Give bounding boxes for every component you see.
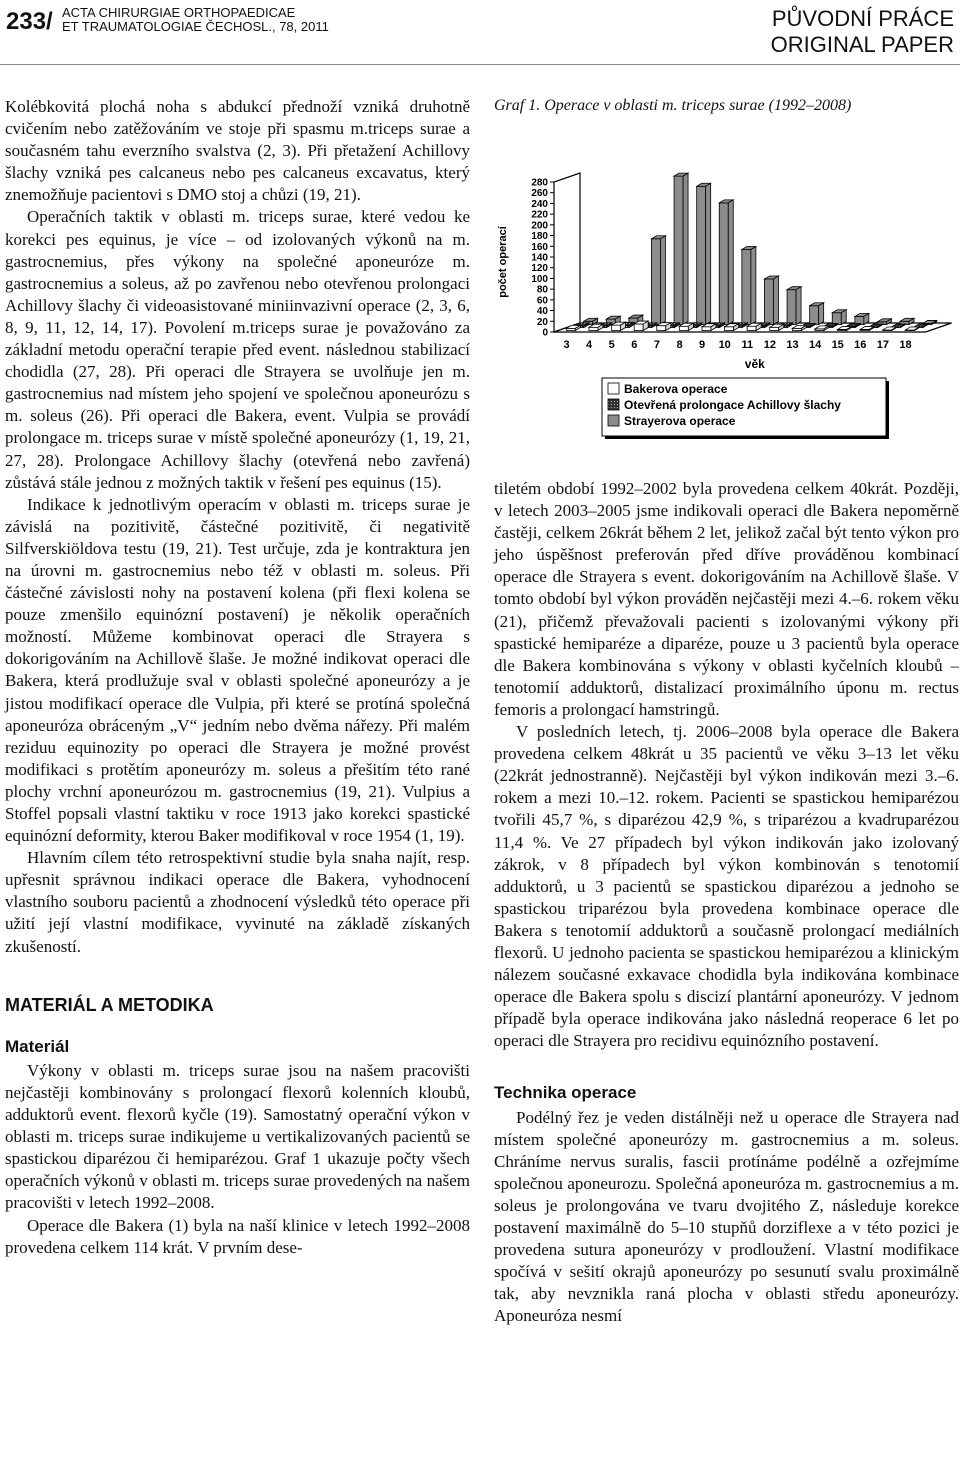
paragraph: tiletém období 1992–2002 byla provedena celkem 40krát. Později, v letech 2003–2005 jsme indikovali operaci dle Bakera nepoměrně častěji, celkem 26krát během 2 let, jelikož začal být tento výkon pro jeho úspěšnost preferován před dříve prováděnou kombinací operace dle Strayera s event. dokorigováním na Achillově šlaše. V tomto období byl výkon prováděn nejčastěji mezi 4.–6. rokem věku (21), přičemž převažovali pacienti s izolovanými výkony při spastické hemiparéze a diparéze, pouze u 3 pacientů byla operace dle Bakera kombinována s výkony v oblasti kyčelních kloubů – tenotomií adduktorů, distalizací proximálního úponu m. rectus femoris a prolongací hamstringů. <box>494 479 959 719</box>
chart-bar-side <box>841 310 846 325</box>
chart-bar-front <box>719 203 728 325</box>
chart-bar-front <box>674 176 683 324</box>
x-tick-label: 14 <box>808 339 822 351</box>
legend-swatch <box>608 383 619 394</box>
paragraph: V posledních letech, tj. 2006–2008 byla operace dle Bakera provedena celkem 48krát u 35 pacientů ve věku 3–13 let věku (22krát jednostranně). Nejčastěji byl výkon indikován mezi 3.–6. rokem a mezi 10.–12. rokem. Pacienti se spastickou hemiparézou tvořili 45,7 %, s diparézou 42,9 %, s triparézou a kvadruparézou 11,4 %. Ve 27 případech byl výkon indikován jako izolovaný zákrok, v 8 případech byl výkon kombinován s tenotomií adduktorů, u 3 pacientů se spastickou diparézou a jednoho se spastickou triparézou byla provedena kombinace operace dle Bakera s tenotomií adduktorů a současně prolongací mediálních flexorů. U jednoho pacienta se spastickou hemiparézou a klinickým nálezem současné exkavace chodidla byla indikována kombinace operace dle Bakera spolu s discizí plantární aponeurózy. V jednom případě byla operace indikována jako následná reoperace 6 let po operaci dle Strayera pro recidivu equinózního postavení. <box>494 722 959 1051</box>
article-type-english: ORIGINAL PAPER <box>770 32 954 57</box>
legend-swatch <box>608 415 619 426</box>
chart-bar-side <box>796 287 801 325</box>
chart-bar-front <box>742 250 751 325</box>
chart-bar <box>810 303 824 325</box>
subsection-heading: Technika operace <box>494 1083 637 1103</box>
chart-bar-front <box>589 327 598 330</box>
x-tick-label: 5 <box>608 339 615 351</box>
chart-bar-side <box>751 247 756 325</box>
left-column <box>5 96 470 1259</box>
article-type <box>771 6 954 58</box>
chart-bar-front <box>651 239 660 325</box>
y-tick-label: 260 <box>531 188 548 200</box>
chart-bar <box>719 200 733 325</box>
y-tick-label: 240 <box>531 198 548 210</box>
chart-bar <box>674 173 688 324</box>
x-tick-label: 12 <box>763 339 777 351</box>
x-tick-label: 7 <box>653 339 660 351</box>
x-tick-label: 13 <box>786 339 799 351</box>
bar-chart <box>494 122 959 442</box>
legend-swatch <box>608 399 619 410</box>
chart-bar-side <box>728 200 733 325</box>
x-tick-label: 11 <box>741 339 754 351</box>
x-tick-label: 15 <box>831 339 844 351</box>
chart-bar <box>787 287 801 325</box>
chart-bar-front <box>634 324 643 330</box>
y-tick-label: 40 <box>536 306 548 318</box>
chart-bar <box>634 321 648 330</box>
chart-legend <box>602 378 889 439</box>
chart-bar <box>742 247 756 325</box>
chart-bar-front <box>679 326 688 330</box>
y-tick-label: 220 <box>531 209 548 221</box>
page-header <box>0 0 960 60</box>
right-column <box>494 96 959 1327</box>
y-tick-label: 280 <box>531 177 548 189</box>
subsection-heading: Materiál <box>5 1036 70 1056</box>
y-tick-label: 100 <box>531 273 548 285</box>
figure-caption: Graf 1. Operace v oblasti m. triceps surae (1992–2008) <box>494 97 852 114</box>
x-tick-label: 17 <box>876 339 890 351</box>
journal-name-line2: ET TRAUMATOLOGIAE ČECHOSL., 78, 2011 <box>62 19 329 34</box>
x-tick-label: 10 <box>718 339 731 351</box>
paragraph: Hlavním cílem této retrospektivní studie byla snaha najít, resp. upřesnit správnou indikaci operace dle Bakera, vyhodnocení vlastního souboru pacientů a zhodnocení výsledků této operace při užití její vlastní modifikace, vyvinuté na základě získaných zkušeností. <box>5 848 470 956</box>
chart-bar-side <box>706 183 711 324</box>
chart-bar-front <box>787 290 796 325</box>
y-tick-label: 200 <box>531 220 548 232</box>
x-axis-label: věk <box>744 357 765 371</box>
legend-label: Bakerova operace <box>624 382 728 396</box>
chart-bar <box>697 183 711 324</box>
chart-bar-side <box>683 173 688 324</box>
y-tick-label: 180 <box>531 231 548 243</box>
page-number: 233/ <box>6 8 53 35</box>
chart-side-wall <box>554 173 580 332</box>
y-axis-label: počet operací <box>497 226 509 298</box>
y-tick-label: 140 <box>531 252 548 264</box>
x-tick-label: 6 <box>631 339 638 351</box>
x-tick-label: 9 <box>699 339 706 351</box>
chart-bar-front <box>697 186 706 324</box>
paragraph: Indikace k jednotlivým operacím v oblasti m. triceps surae je závislá na pozitivitě, částečné pozitivitě, či negativitě Silfverskiöldova testu (19, 21). Test určuje, zda je kontraktura jen na úrovni m. gastrocnemius nebo též v oblasti m. soleus. Při částečné závislosti nohy na postavení kolena (při flexi kolena se pouze zmenšilo equinózní postavení) je několik operačních možností. Můžeme kombinovat operaci dle Strayera s dokorigováním na Achillově šlaše. Je možné indikovat operaci dle Bakera, která prodlužuje sval v oblasti společné aponeurózy a je jistou modifikací operace dle Vulpia, při které se protíná společná aponeuróza obráceným „V“ jedním nebo dvěma nářezy. Při malém reziduu equinozity po operaci dle Strayera je možné provést modifikaci s protětím aponeurózy m. soleus a přešitím této rané plochy vrchní aponeurózou m. gastrocnemius (19, 21). Vulpius a Stoffel popsali vlastní taktiku v roce 1913 jako korekci spastické equinózní deformity, kterou Baker modifikoval v roce 1954 (1, 19). <box>5 494 470 846</box>
chart-bars <box>566 173 936 330</box>
article-type-czech: PŮVODNÍ PRÁCE <box>771 6 954 31</box>
journal-name-line1: ACTA CHIRURGIAE ORTHOPAEDICAE <box>62 5 296 20</box>
section-heading: MATERIÁL A METODIKA <box>5 994 214 1015</box>
x-tick-label: 16 <box>854 339 867 351</box>
chart-bar-front <box>832 313 841 325</box>
x-tick-label: 4 <box>586 339 593 351</box>
chart-bar-front <box>764 279 773 325</box>
chart-bar-front <box>747 326 756 330</box>
chart-bar <box>832 310 846 325</box>
x-tick-label: 18 <box>899 339 912 351</box>
chart-bar-front <box>702 327 711 331</box>
header-rule <box>0 64 960 65</box>
y-tick-label: 20 <box>536 316 548 328</box>
chart-bar-side <box>819 303 824 325</box>
chart-bar-front <box>657 326 666 331</box>
y-tick-label: 60 <box>536 295 548 307</box>
legend-label: Otevřená prolongace Achillovy šlachy <box>624 398 841 412</box>
paragraph: Kolébkovitá plochá noha s abdukcí přednoží vzniká druhotně cvičením nebo zatěžováním ve stoje při spasmu m.triceps surae a současném tahu everzního svalstva (2, 3). Při přetažení Achillovy šlachy vzniká pes calcaneus nebo pes calcaneus excavatus, který znemožňuje pacientovi s DMO stoj a chůzi (19, 21). <box>5 97 470 205</box>
chart-bar <box>651 236 665 325</box>
y-tick-label: 0 <box>542 327 548 339</box>
chart-bar-front <box>810 306 819 325</box>
y-tick-label: 80 <box>536 284 548 296</box>
y-tick-label: 120 <box>531 263 548 275</box>
chart-bar-front <box>725 327 734 331</box>
paragraph: Operace dle Bakera (1) byla na naší klinice v letech 1992–2008 provedena celkem 114 krát. V prvním dese- <box>5 1215 470 1257</box>
paragraph: Podélný řez je veden distálněji než u operace dle Strayera nad místem společné aponeurózy m. gastrocnemius a m. soleus. Chráníme nervus suralis, fascii protínáme podélně a ozřejmíme společnou aponeurozu. Společná aponeuróza m. gastrocnemius a m. soleus je prolongována ve tvaru dvojitého Z, následuje korekce postavení maximálně do 5–10 stupňů dorziflexe a v této pozici je provedena sutura aponeurózy v prodloužení. Vlastní modifikace spočívá v sešití okrajů aponeurózy po sesunutí svalu proximálně tak, aby nevznikla raná plocha v oblasti středu aponeurózy. Aponeuróza nesmí <box>494 1107 959 1326</box>
x-tick-label: 3 <box>563 339 570 351</box>
legend-label: Strayerova operace <box>624 414 736 428</box>
paragraph: Výkony v oblasti m. triceps surae jsou na našem pracovišti nejčastěji kombinovány s prolongací flexorů kolenních kloubů, adduktorů event. flexorů kyčle (19). Samostatný operační výkon v oblasti m. triceps surae indikujeme u vertikalizovaných pacientů se spastickou diparézou či hemiparézou. Graf 1 ukazuje počty všech operačních výkonů v oblasti m. triceps surae provedených na našem pracovišti v letech 1992–2008. <box>5 1060 470 1213</box>
x-tick-label: 8 <box>676 339 683 351</box>
chart-bar-front <box>612 325 621 330</box>
y-tick-label: 160 <box>531 241 548 253</box>
chart-bar-side <box>773 276 778 325</box>
chart-bar <box>764 276 778 325</box>
journal-name <box>62 6 329 34</box>
paragraph: Operačních taktik v oblasti m. triceps surae, které vedou ke korekci pes equinus, je více – od izolovaných výkonů na m. gastrocnemius, přes výkony na společné aponeuróze m. gastrocnemius a soleus, až po zavřenou nebo otevřenou prolongaci Achillovy šlachy či videoasistované miniinvazivní operace (2, 3, 6, 8, 9, 11, 12, 14, 17). Povolení m.triceps surae je považováno za základní metodu operační terapie před event. následnou stabilizací chodidla (27, 28). Při operaci dle Strayera se uvolňuje jen m. gastrocnemius nad místem jeho spojení ve společnou aponeurózu s m. soleus (26). Při operaci dle Bakera, event. Vulpia se provádí prolongace m. triceps surae v místě společné aponeurózy (1, 19, 21, 27, 28). Prolongace Achillovy šlachy (otevřená nebo zavřená) zůstává stále jednou z možných taktik v řešení pes equinus (15). <box>5 207 470 492</box>
chart-bar-side <box>660 236 665 325</box>
chart-bar <box>855 313 869 324</box>
chart-bar-front <box>770 327 779 330</box>
